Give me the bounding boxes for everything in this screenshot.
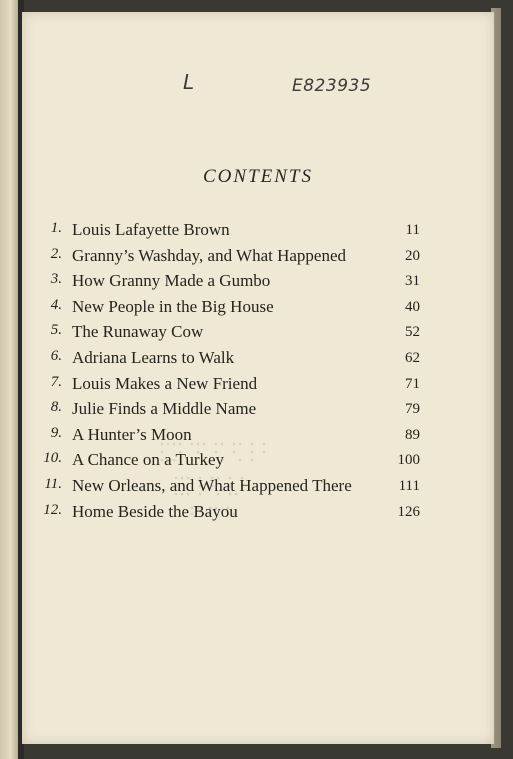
chapter-title: Granny’s Washday, and What Happened: [72, 245, 347, 265]
chapter-page-number: 79: [405, 401, 420, 418]
chapter-page-number: 126: [397, 503, 420, 520]
book-page: [22, 12, 494, 744]
chapter-page-number: 100: [397, 452, 420, 469]
chapter-page-number: 71: [405, 375, 420, 392]
chapter-title: A Chance on a Turkey: [72, 450, 225, 470]
toc-entry: [22, 399, 494, 425]
chapter-page-number: 40: [405, 298, 420, 315]
chapter-page-number: 111: [398, 477, 420, 494]
pencil-annotation-code: E823935: [292, 76, 372, 96]
toc-entry: [22, 374, 494, 400]
chapter-number: 12.: [43, 501, 62, 518]
chapter-number: 2.: [50, 245, 62, 262]
chapter-number: 10.: [43, 450, 62, 467]
chapter-page-number: 20: [405, 247, 420, 264]
toc-entry: [22, 246, 494, 272]
chapter-title: Louis Makes a New Friend: [72, 373, 258, 393]
toc-entry: [22, 476, 494, 502]
chapter-title: New Orleans, and What Happened There: [72, 475, 352, 495]
toc-entry: [22, 220, 494, 246]
chapter-title: How Granny Made a Gumbo: [72, 271, 271, 291]
chapter-title: Adriana Learns to Walk: [72, 347, 235, 367]
contents-heading: CONTENTS: [203, 166, 313, 187]
chapter-page-number: 11: [405, 222, 420, 238]
chapter-title: Louis Lafayette Brown: [72, 220, 230, 239]
chapter-number: 6.: [50, 347, 62, 364]
toc-entry: [22, 450, 494, 476]
chapter-number: 8.: [50, 399, 62, 416]
chapter-number: 1.: [50, 220, 62, 236]
chapter-number: 9.: [50, 424, 62, 441]
chapter-number: 11.: [44, 475, 62, 492]
chapter-number: 7.: [50, 373, 62, 390]
left-page-edge: [0, 0, 19, 759]
toc-entry: [22, 425, 494, 451]
chapter-number: 3.: [50, 271, 62, 288]
chapter-number: 5.: [50, 322, 62, 339]
pencil-annotation-letter: L: [183, 70, 195, 94]
chapter-title: New People in the Big House: [72, 296, 274, 316]
toc-entry: [22, 502, 494, 528]
toc-entry: [22, 271, 494, 297]
chapter-page-number: 31: [405, 273, 420, 290]
toc-entry: [22, 322, 494, 348]
chapter-title: A Hunter’s Moon: [72, 424, 192, 444]
chapter-title: Julie Finds a Middle Name: [72, 399, 257, 419]
chapter-page-number: 89: [405, 426, 420, 443]
table-of-contents: [22, 220, 494, 527]
toc-entry: [22, 297, 494, 323]
chapter-title: Home Beside the Bayou: [72, 501, 238, 521]
toc-entry: [22, 348, 494, 374]
chapter-title: The Runaway Cow: [72, 322, 204, 342]
chapter-page-number: 52: [405, 324, 420, 341]
chapter-number: 4.: [50, 296, 62, 313]
chapter-page-number: 62: [405, 349, 420, 366]
